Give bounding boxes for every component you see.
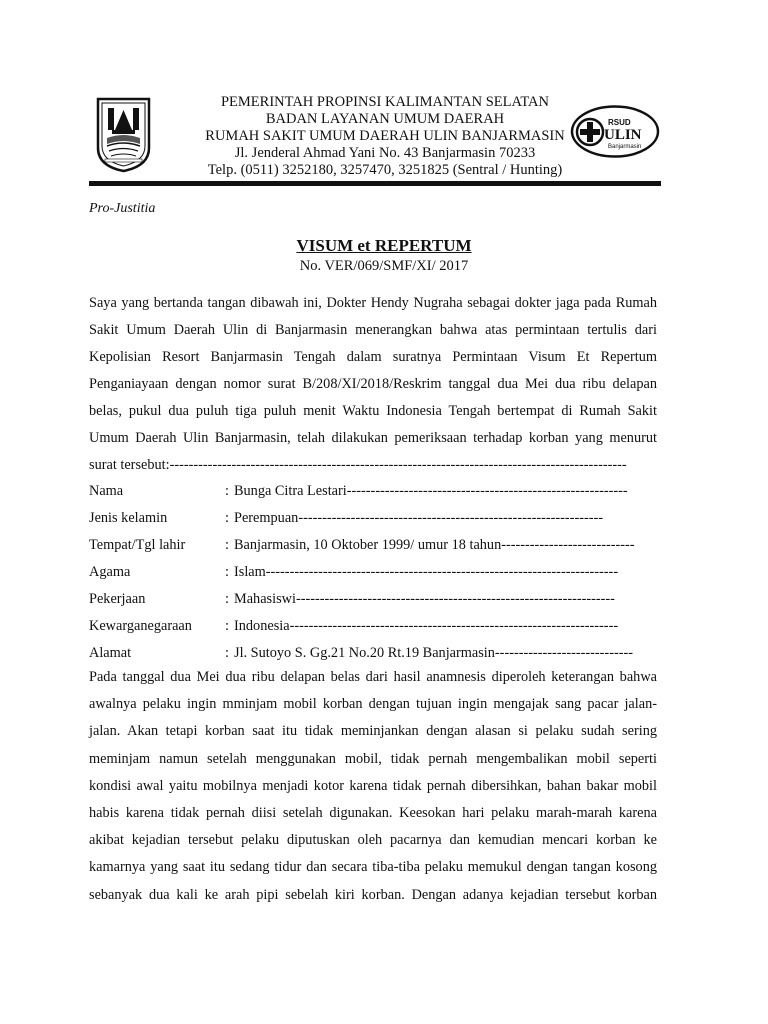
field-row (89, 478, 659, 505)
field-row (89, 613, 659, 640)
field-label: Agama (89, 564, 131, 580)
anamnesis-line: awalnya pelaku ingin mminjam mobil korban dengan tujuan ingin mengajak sang pacar jalan- (89, 696, 657, 713)
anamnesis-line: Pada tanggal dua Mei dua ribu delapan belas dari hasil anamnesis diperoleh keterangan bahwa (89, 669, 657, 685)
government-name: PEMERINTAH PROPINSI KALIMANTAN SELATAN (220, 94, 549, 110)
field-value: Islam-------------------------------------------------------------------------- (234, 564, 619, 580)
field-colon: : (225, 591, 229, 607)
intro-line: surat tersebut:------------------------------------------------------------------------------------------------ (89, 457, 627, 473)
field-value: Bunga Citra Lestari----------------------------------------------------------- (234, 483, 628, 499)
anamnesis-line: habis karena tidak pernah diisi setelah digunakan. Keesokan hari pelaku marah-marah karena (89, 805, 657, 821)
hospital-name: RUMAH SAKIT UMUM DAERAH ULIN BANJARMASIN (205, 128, 565, 144)
field-colon: : (225, 483, 229, 499)
province-emblem-logo (95, 96, 152, 173)
anamnesis-line: kondisi awal yaitu mobilnya menjadi kotor karena tidak pernah dibersihkan, bahan bakar mobil (89, 777, 657, 794)
field-value: Jl. Sutoyo S. Gg.21 No.20 Rt.19 Banjarmasin----------------------------- (234, 645, 633, 661)
field-label: Kewarganegaraan (89, 618, 192, 634)
hospital-phone: Telp. (0511) 3252180, 3257470, 3251825 (Sentral / Hunting) (207, 162, 563, 178)
field-colon: : (225, 645, 229, 661)
field-colon: : (225, 564, 229, 580)
field-colon: : (225, 618, 229, 634)
field-row (89, 532, 659, 559)
intro-line: Penganiayaan dengan nomor surat B/208/XI/2018/Reskrim tanggal dua Mei dua ribu delapan (89, 376, 657, 392)
logo-text-ulin: ULIN (604, 127, 642, 143)
field-label: Tempat/Tgl lahir (89, 537, 186, 553)
field-row (89, 559, 659, 586)
intro-line: Saya yang bertanda tangan dibawah ini, Dokter Hendy Nugraha sebagai dokter jaga pada Rumah (89, 295, 657, 311)
field-row (89, 640, 659, 667)
intro-line: Umum Daerah Ulin Banjarmasin, telah dilakukan pemeriksaan terhadap korban yang menurut (89, 430, 657, 446)
field-value: Perempuan---------------------------------------------------------------- (234, 510, 604, 526)
logo-text-banjarmasin: Banjarmasin (608, 144, 642, 150)
field-row (89, 586, 659, 613)
field-value: Banjarmasin, 10 Oktober 1999/ umur 18 tahun---------------------------- (234, 537, 635, 553)
pro-justitia-label: Pro-Justitia (89, 201, 156, 216)
document-number: No. VER/069/SMF/XI/ 2017 (299, 258, 469, 274)
intro-line: Kepolisian Resort Banjarmasin Tengah dalam suratnya Permintaan Visum Et Repertum (89, 349, 657, 365)
hospital-address: Jl. Jenderal Ahmad Yani No. 43 Banjarmasin 70233 (234, 145, 536, 161)
field-label: Jenis kelamin (89, 510, 168, 526)
field-value: Indonesia--------------------------------------------------------------------- (234, 618, 619, 634)
anamnesis-line: kamarnya yang saat itu sedang tidur dan secara tiba-tiba pelaku memukul dengan tangan kosong (89, 859, 657, 876)
anamnesis-line: jalan. Akan tetapi korban saat itu tidak meminjankan dengan alasan si pelaku sudah sering (89, 723, 657, 740)
field-value: Mahasiswi------------------------------------------------------------------- (234, 591, 615, 607)
header-divider (89, 181, 661, 186)
document-title: VISUM et REPERTUM (296, 236, 472, 255)
anamnesis-line: akibat kejadian tersebut pelaku diputuskan oleh pacarnya dan kemudian mencari korban ke (89, 832, 657, 849)
intro-line: belas, pukul dua puluh tiga puluh menit Waktu Indonesia Tengah bertempat di Rumah Sakit (89, 403, 657, 419)
field-colon: : (225, 510, 229, 526)
letterhead (165, 94, 605, 179)
rsud-ulin-logo (570, 104, 660, 159)
intro-line: Sakit Umum Daerah Ulin di Banjarmasin menerangkan bahwa atas permintaan tertulis dari (89, 322, 657, 338)
anamnesis-line: sebanyak dua kali ke arah pipi sebelah kiri korban. Dengan adanya kejadian tersebut korban (89, 886, 657, 903)
field-colon: : (225, 537, 229, 553)
field-label: Nama (89, 483, 124, 499)
field-label: Pekerjaan (89, 591, 146, 607)
anamnesis-line: meminjam namun setelah menggunakan mobil, tidak pernah mengembalikan mobil seperti (89, 750, 657, 767)
agency-name: BADAN LAYANAN UMUM DAERAH (265, 111, 505, 127)
logo-text-rsud: RSUD (608, 118, 631, 127)
field-row (89, 505, 659, 532)
field-label: Alamat (89, 645, 132, 661)
